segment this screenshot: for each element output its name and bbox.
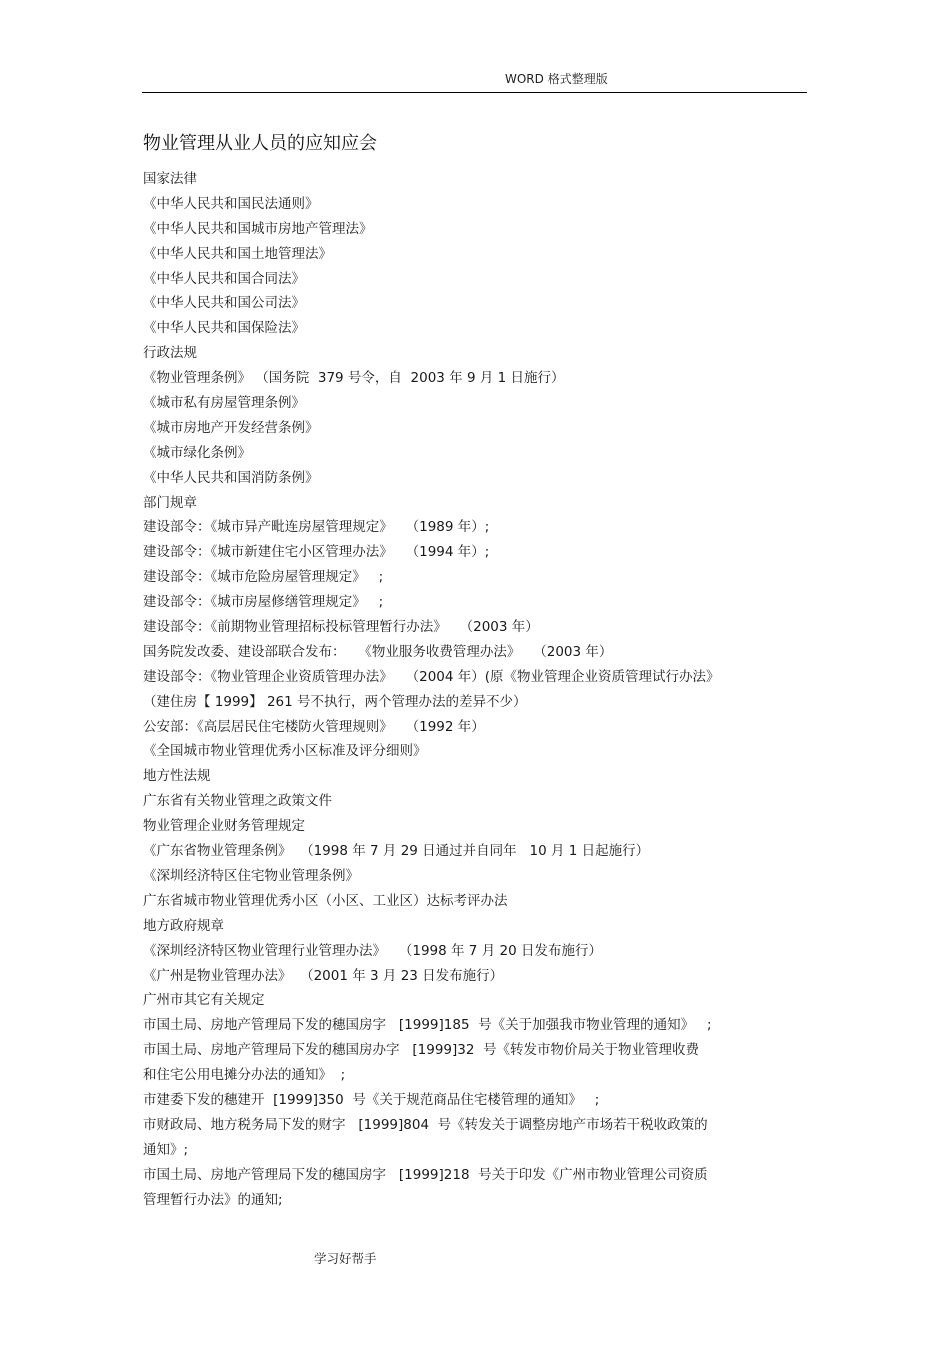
text-line: （建住房【 1999】 261 号不执行，两个管理办法的差异不少）	[143, 693, 527, 710]
text-line: 《城市绿化条例》	[143, 444, 251, 461]
text-line: 物业管理企业财务管理规定	[143, 818, 305, 835]
text-line: 行政法规	[143, 345, 197, 362]
text-line: 《中华人民共和国民法通则》	[143, 195, 319, 212]
text-line: 《中华人民共和国消防条例》	[143, 469, 319, 486]
text-line: 《物业管理条例》 （国务院 379 号令，自 2003 年 9 月 1 日施行）	[143, 370, 565, 387]
text-line: 《中华人民共和国土地管理法》	[143, 245, 332, 262]
text-line: 和住宅公用电摊分办法的通知》 ;	[143, 1067, 346, 1084]
text-line: 广东省有关物业管理之政策文件	[143, 793, 332, 810]
text-line: 《中华人民共和国城市房地产管理法》	[143, 220, 373, 237]
text-line: 建设部令：《城市异产毗连房屋管理规定》 （1989 年）;	[143, 519, 490, 536]
text-line: 市国土局、房地产管理局下发的穗国房字 [1999]218 号关于印发《广州市物业管理公司资质	[143, 1166, 708, 1183]
text-line: 通知》;	[143, 1141, 189, 1158]
document-body	[143, 167, 803, 1212]
text-line: 国家法律	[143, 171, 197, 187]
text-line: 国务院发改委、建设部联合发布： 《物业服务收费管理办法》 （2003 年）	[143, 643, 613, 660]
text-line: 广东省城市物业管理优秀小区（小区、工业区）达标考评办法	[143, 892, 508, 909]
page-header	[142, 68, 807, 93]
text-line: 管理暂行办法》的通知;	[143, 1191, 283, 1208]
header-text: WORD 格式整理版	[505, 72, 608, 86]
text-line: 市国土局、房地产管理局下发的穗国房字 [1999]185 号《关于加强我市物业管理的通知》 ;	[143, 1017, 712, 1034]
text-line: 部门规章	[143, 494, 197, 511]
text-line: 广州市其它有关规定	[143, 992, 265, 1009]
text-line: 建设部令：《前期物业管理招标投标管理暂行办法》 （2003 年）	[143, 619, 539, 636]
text-line: 《中华人民共和国保险法》	[143, 320, 305, 337]
text-line: 《城市房地产开发经营条例》	[143, 419, 319, 436]
text-line: 地方政府规章	[143, 917, 224, 934]
text-line: 市建委下发的穗建开 [1999]350 号《关于规范商品住宅楼管理的通知》 ;	[143, 1091, 600, 1108]
page-footer: 学习好帮手	[314, 1251, 377, 1266]
text-line: 《中华人民共和国合同法》	[143, 270, 305, 287]
text-line: 地方性法规	[143, 768, 211, 785]
text-line: 《全国城市物业管理优秀小区标准及评分细则》	[143, 743, 427, 760]
text-line: 《广东省物业管理条例》 （1998 年 7 月 29 日通过并自同年 10 月 1 日起施行）	[143, 843, 650, 860]
text-line: 《深圳经济特区住宅物业管理条例》	[143, 867, 359, 884]
text-line: 《城市私有房屋管理条例》	[143, 395, 305, 412]
text-line: 建设部令：《城市危险房屋管理规定》 ;	[143, 569, 384, 586]
text-line: 《广州是物业管理办法》 （2001 年 3 月 23 日发布施行）	[143, 967, 504, 984]
document-title: 物业管理从业人员的应知应会	[143, 133, 377, 154]
text-line: 建设部令：《城市房屋修缮管理规定》 ;	[143, 594, 384, 611]
text-line: 建设部令：《城市新建住宅小区管理办法》 （1994 年）;	[143, 544, 490, 561]
text-line: 市国土局、房地产管理局下发的穗国房办字 [1999]32 号《转发市物价局关于物业管理收费	[143, 1042, 700, 1059]
text-line: 公安部：《高层居民住宅楼防火管理规则》 （1992 年）	[143, 718, 485, 735]
text-line: 建设部令：《物业管理企业资质管理办法》 （2004 年）(原《物业管理企业资质管理试行办法》	[143, 668, 720, 685]
text-line: 《中华人民共和国公司法》	[143, 295, 305, 312]
text-line: 《深圳经济特区物业管理行业管理办法》 （1998 年 7 月 20 日发布施行）	[143, 942, 602, 959]
text-line: 市财政局、地方税务局下发的财字 [1999]804 号《转发关于调整房地产市场若干税收政策的	[143, 1116, 708, 1133]
